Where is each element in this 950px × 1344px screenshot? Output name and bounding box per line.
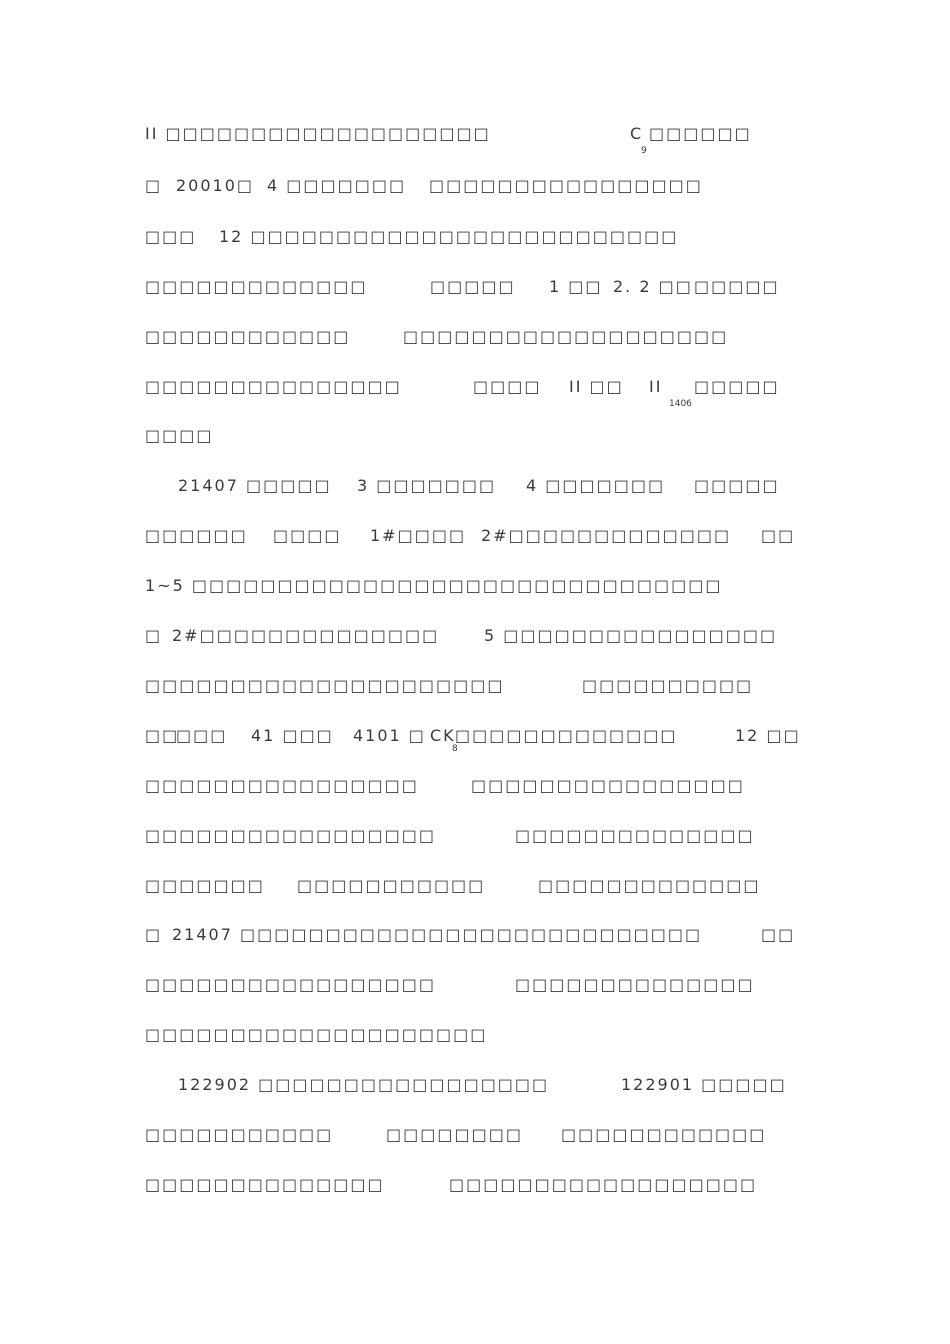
text-segment: CK: [430, 726, 456, 745]
text-segment: 4 □□□□□□□: [267, 176, 407, 195]
text-segment: 1~5 □□□□□□□□□□□□□□□□□□□□□□□□□□□□□□□: [145, 576, 723, 595]
subscript: 1406: [669, 399, 692, 409]
text-line: [0, 876, 950, 906]
text-segment: C: [630, 124, 644, 143]
text-line: [0, 377, 950, 407]
text-line: [0, 576, 950, 606]
text-segment: II □□: [569, 377, 624, 396]
text-segment: 4 □□□□□□□: [526, 476, 666, 495]
text-segment: 20010□: [176, 176, 255, 195]
text-segment: □□□□□□: [649, 124, 752, 143]
text-segment: □□□□□□□□□□□□: [145, 327, 351, 346]
text-line: [0, 975, 950, 1005]
text-segment: □□□□□□□□□□□□□□: [515, 975, 755, 994]
text-segment: □□□□□□□□□□□□□: [538, 876, 761, 895]
subscript: 9: [641, 146, 647, 156]
text-segment: □□□□: [145, 426, 214, 445]
text-line: [0, 327, 950, 357]
text-segment: 21407 □□□□□: [178, 476, 332, 495]
text-segment: 2. 2 □□: [613, 277, 693, 296]
text-segment: 2#□□□□□□□□□□□□□□: [172, 626, 440, 645]
text-segment: 12 □□: [735, 726, 801, 745]
text-segment: 5 □□□□□□□□□□□□□□□□: [484, 626, 778, 645]
text-segment: □: [145, 626, 163, 645]
text-segment: □□□□□: [694, 377, 780, 396]
text-segment: □□□□□□□□□□: [582, 676, 754, 695]
text-segment: II: [649, 377, 663, 396]
text-segment: 1#□□□□: [370, 526, 467, 545]
text-segment: 122901 □□□□□: [621, 1075, 787, 1094]
text-segment: 1 □□: [549, 277, 603, 296]
text-segment: 4101 □: [353, 726, 426, 745]
text-segment: □□□: [176, 726, 228, 745]
text-segment: □□: [145, 726, 180, 745]
text-segment: 122902 □□□□□□□□□□□□□□□□□: [178, 1075, 550, 1094]
text-line: [0, 1125, 950, 1155]
text-segment: 21407 □□□□□□□□□□□□□□□□□□□□□□□□□□□: [172, 925, 703, 944]
text-segment: □□□□□□□□□□□: [297, 876, 486, 895]
text-segment: □□□□□□□: [145, 876, 265, 895]
text-segment: 41 □□□: [251, 726, 334, 745]
text-line: [0, 676, 950, 706]
text-line: [0, 925, 950, 955]
text-segment: □□□□□□□□□□□□□□□□□□□□: [145, 1025, 488, 1044]
text-segment: □□□□□□□□□□□□□: [145, 277, 368, 296]
text-segment: □□: [761, 526, 796, 545]
text-segment: □□□□□□□□□□□□□□: [145, 1175, 385, 1194]
text-segment: □: [145, 176, 163, 195]
text-line: [0, 476, 950, 506]
text-segment: □□□□: [273, 526, 342, 545]
text-line: [0, 1025, 950, 1055]
text-line: [0, 526, 950, 556]
text-segment: □□□□□□□□□□□□□□: [515, 826, 755, 845]
text-segment: □□□□□□□□□□□□□□□□□□□□□: [145, 676, 505, 695]
text-segment: □□□□□□□□□□□□: [561, 1125, 767, 1144]
text-segment: □□□□□□□□□□□□□□□□□□: [449, 1175, 758, 1194]
subscript: 8: [452, 744, 458, 754]
text-segment: □□□: [145, 227, 197, 246]
text-line: [0, 124, 950, 154]
text-line: [0, 1075, 950, 1105]
text-segment: □□□□□: [694, 476, 780, 495]
text-segment: □□□□□: [694, 277, 780, 296]
text-segment: □□□□□□□□□□□□□□□: [145, 377, 402, 396]
text-line: [0, 726, 950, 756]
text-line: [0, 227, 950, 257]
text-segment: □□□□: [473, 377, 542, 396]
text-segment: II □□□□□□□□□□□□□□□□□□□: [145, 124, 491, 143]
text-line: [0, 176, 950, 206]
text-line: [0, 626, 950, 656]
text-segment: □□□□□□□□□□□□□□□□□: [145, 975, 436, 994]
text-segment: □: [145, 925, 163, 944]
text-line: [0, 1175, 950, 1205]
text-segment: □□□□□□□□□□□□□: [455, 726, 678, 745]
text-segment: 12 □□□□□□□□□□□□□□□□□□□□□□□□□: [219, 227, 679, 246]
text-segment: □□□□□□□□□□□: [145, 1125, 334, 1144]
text-segment: □□□□□: [430, 277, 516, 296]
text-segment: 3 □□□□□□□: [357, 476, 497, 495]
text-line: [0, 826, 950, 856]
text-line: [0, 776, 950, 806]
text-segment: □□□□□□□□□□□□□□□□: [145, 776, 419, 795]
text-segment: □□□□□□□□□□□□□□□□□: [145, 826, 436, 845]
text-segment: □□□□□□□□□□□□□□□□: [471, 776, 745, 795]
text-line: [0, 277, 950, 307]
text-segment: □□: [761, 925, 796, 944]
text-segment: □□□□□□□□: [386, 1125, 523, 1144]
text-segment: □□□□□□: [145, 526, 248, 545]
text-line: [0, 426, 950, 456]
text-segment: 2#□□□□□□□□□□□□□: [481, 526, 732, 545]
text-segment: □□□□□□□□□□□□□□□□: [429, 176, 703, 195]
text-segment: □□□□□□□□□□□□□□□□□□□: [403, 327, 729, 346]
